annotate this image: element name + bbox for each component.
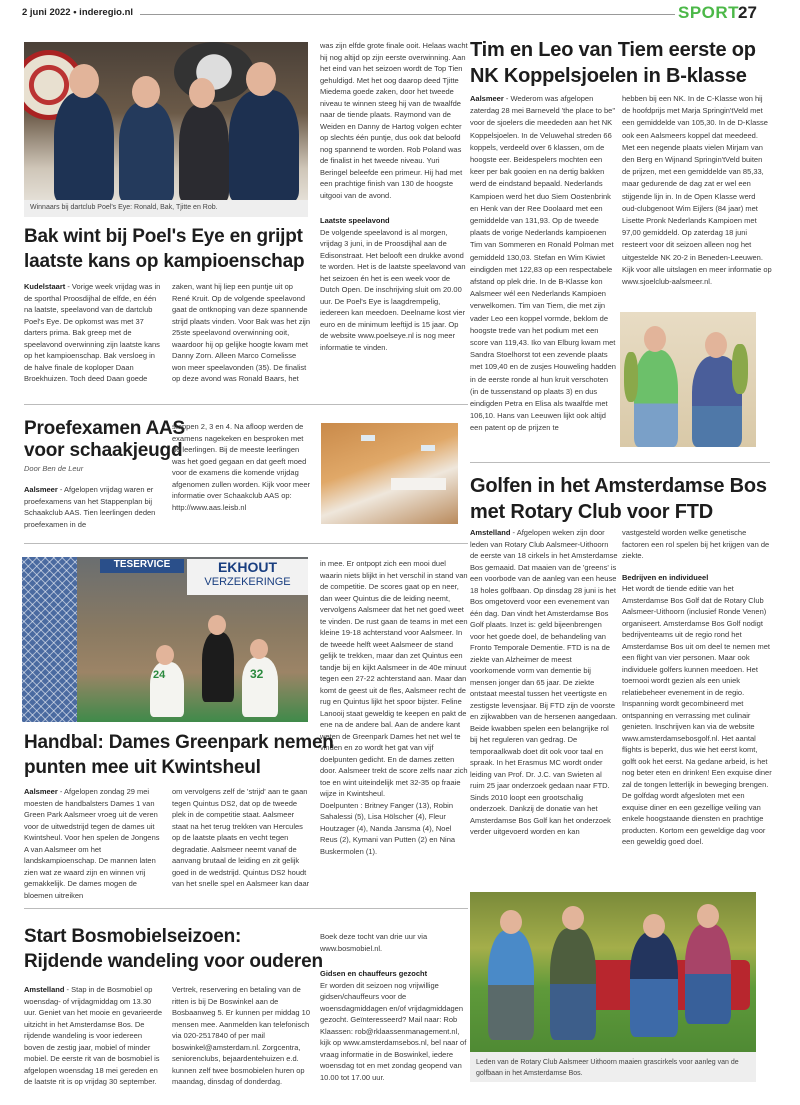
- page-number: 27: [738, 3, 757, 22]
- body-text: - Vorige week vrijdag was in de sporthal Proosdijhal de elfde, en één na laatste, speelavond van de dartclub Poel's Eye. De opkomst was met 37 darters prima. Bak greep met de speelavond overwinning zijn laatste kans op het kampioenschap. Bak versloeg in de halve finale de koploper Daan Broekhuizen. Toch deed Daan goede: [24, 282, 161, 383]
- body-text: was zijn elfde grote finale ooit. Helaas wacht hij nog altijd op zijn eerste overwinning. Aan het eind van het seizoen wordt de Top Tien gehuldigd. Met het oog daarop deed Tjitte Miedema goede zaken, door het tweede niveau te winnen steeg hij van de twaalfde naar de tiende plaats. Raymond van de Weiden en Danny de Hartog volgen echter op slechts één puntje, dus ook dat beloofd nog spannend te worden. Rob Poland was de finalist in het tweede niveau. Yuri Beringel beleefde een primeur. Hij had met een prachtige finish van 130 de hoogste uitgooi van de avond.: [320, 41, 468, 200]
- dateline: Aalsmeer: [24, 485, 58, 494]
- golf-headline: [470, 473, 767, 525]
- body-text: De volgende speelavond is al morgen, vrijdag 3 juni, in de Proosdijhal aan de Edisonstraat. Het belooft een drukke avond te worden. Het is de laatste speelavond van het seizoen én het is een week voor de Dutch Open. De inschrijving sluit om 20.00 uur. De Poel's Eye is laagdrempelig, iedereen kan meedoen. Deelname kost vier euro en de minimum leeftijd is 15 jaar. Op de website www.poelseye.nl is nog meer informatie te vinden.: [320, 227, 466, 352]
- byline: Door Ben de Leur: [24, 464, 84, 473]
- handball-column-2: om vervolgens zelf de 'strijd' aan te gaan tegen Quintus DS2, dat op de tweede plek in de competitie staat. Aalsmeer staat na het terug trekken van Hercules op de laatste plaats en vecht tegen degradatie. Aalsmeer neemt vanaf de aanvang brutaal de leiding en zit gelijk goed in de wedstrijd. Quintus DS2 houdt van het snelle spel en Aalsmeer kan daar: [172, 787, 310, 888]
- handball-photo: [22, 557, 308, 722]
- chess-headline: [24, 418, 185, 462]
- body-text: Er worden dit seizoen nog vrijwillige gidsen/chauffeurs voor de woensdagmiddagen en/of vrijdagmiddagen gezocht. Geïnteresseerd? Mail naar: Rob Klaassen: rob@rklaassenmanagement.nl, kijk op www.amsterdamsebos.nl, bel naar of vraag informatie in de Boswinkel, iedere woensdag tot en met zondag geopend van 10.00 tot 17.00 uur.: [320, 980, 467, 1082]
- headline-line: Golfen in het Amsterdamse Bos: [470, 475, 767, 497]
- chess-column-2: stappen 2, 3 en 4. Na afloop werden de examens nagekeken en besproken met de leerlingen. Bij de meeste leerlingen was het goed gegaan en dat geeft moed voor de examens die komende vrijdag afgenomen zullen worden. Kijk voor meer informatie over Schaakclub AAS op: http://www.aas.leisb.nl: [172, 422, 310, 512]
- golf-rotary-photo: [470, 892, 756, 1052]
- goal-scorers: Doelpunten : Britney Fanger (13), Robin Sahalessi (5), Lisa Hölscher (4), Fleur Houtzager (4), Nanda Jansma (4), Noel Reus (2), Kymani van Putten (2) en Nina Buskermolen (1).: [320, 800, 456, 856]
- body-text: in mee. Er ontpopt zich een mooi duel waarin niets blijkt in het verschil in stand van de competitie. De scores gaat op en neer, dan weer Quintus die de leiding neemt, vervolgens Aalsmeer dat het net goed weet te vinden. De rust gaan de teams in met een kleine 19-18 achterstand voor Aalsmeer. In de tweede helft weet Aalsmeer de stand gelijk te trekken, maar dan zet Quintus een tandje bij en kijkt Aalsmeer in de 40e minuut tegen een 27-22 achterstand aan. Maar dan komt de geest uit de fles, Aalsmeer recht de rug en Quintus lijkt het spoor bijster. Feline Lanooij staat geweldig te keepen en pakt de ene na de andere bal. Aan de andere kant weten de Greenpark Dames het net wel te vinden en zo wordt het gat van vijf doelpunten gedicht. En de dames zetten door. Aalsmeer trekt de score zelfs naar zich toe en wint uiteindelijk met 32-35 op fraaie wijze in Kwintsheul.: [320, 559, 468, 798]
- body-text: - Afgelopen vrijdag waren er proefexamens van het Stappenplan bij Schaakclub AAS. Tien leerlingen deden proefexamen in de: [24, 485, 156, 529]
- headline-line: Proefexamen AAS: [24, 418, 186, 439]
- chess-column-1: [24, 484, 164, 530]
- jersey-number: 32: [250, 667, 264, 681]
- dateline: Aalsmeer: [24, 787, 58, 796]
- subheading: Laatste speelavond: [320, 216, 390, 225]
- bosmobiel-headline: [24, 924, 323, 974]
- sjoelen-headline: [470, 37, 756, 89]
- sjoelen-column-2: hebben bij een NK. In de C-Klasse won hij de hoofdprijs met Marja Springin'tVeld met een gemiddelde van 105,30. In de D-Klasse ook een Aalsmeers koppel dat meedeed. Met een negende plaats vielen Mirjam van den Berg en Wijnand Springin'tVeld buiten de prijzen, met een gemiddelde van 85,33, maar gedurende de dag zat er wel een stijgende lijn in. In de Open Klasse werd oud-clubgenoot Wim Eijlers (84 jaar) met Lisette Pronk Nederlands Kampioen met 97,00 gemiddeld. Op zaterdag 18 juni resteert voor dit seizoen alleen nog het uitgestelde NK 20-2 in Beneden-Leeuwen. Kijk voor alle uitslagen en meer informatie op www.sjoelclub-aalsmeer.nl.: [622, 94, 772, 287]
- body-text: - Stap in de Bosmobiel op woensdag- of vrijdagmiddag om 13.30 uur. Geniet van het mooie en gevarieerde uitzicht in het Amsterdamse Bos. De rijdende wandeling is voor iedereen boven de zestig jaar, mobiel of minder mobiel. De eerste rit van de bosmobiel is afgelopen woensdag 18 mei gereden en de laatste rit is op vrijdag 30 september.: [24, 985, 163, 1086]
- jersey-number: 24: [153, 669, 166, 681]
- body-text: Boek deze tocht van drie uur via www.bosmobiel.nl.: [320, 932, 428, 953]
- headline-line: voor schaakjeugd: [24, 440, 183, 461]
- banner-text: EKHOUT: [217, 559, 278, 575]
- dateline: Kudelstaart: [24, 282, 66, 291]
- header-rule: [140, 14, 675, 15]
- bosmobiel-column-3: [320, 931, 470, 1083]
- page-date-site: 2 juni 2022 • inderegio.nl: [22, 7, 134, 18]
- headline-line: Handbal: Dames Greenpark nemen: [24, 732, 334, 753]
- headline-line: NK Koppelsjoelen in B-klasse: [470, 65, 747, 87]
- darts-photo: [24, 42, 308, 200]
- ad-banner: TESERVICE: [100, 559, 184, 573]
- headline-line: laatste kans op kampioenschap: [24, 251, 305, 272]
- goal-net: [22, 557, 77, 722]
- headline-line: met Rotary Club voor FTD: [470, 501, 713, 523]
- bosmobiel-column-1: [24, 984, 164, 1088]
- handball-headline: [24, 730, 334, 780]
- skylight: [421, 445, 435, 451]
- golf-photo-caption: Leden van de Rotary Club Aalsmeer Uithoorn maaien grascirkels voor aanleg van de golfbaan in het Amsterdamse Bos.: [470, 1052, 756, 1082]
- flower-bouquet: [732, 344, 748, 394]
- body-text: - Wederom was afgelopen zaterdag 28 mei Barneveld 'the place to be'' voor de sjoelers die meededen aan het NK Koppelsjoelen. In de Veluwehal streden 66 koppels, verdeeld over 6 klassen, om de hoogste eer. Beidespelers mochten een keer per bak gooien en na dertig bakken werd de eindstand bepaald. Nederlands Kampioen werd het duo Siem Oostenbrink en Henk van der Ree Doolaard met een gemiddelde van 131,93. Op de tweede plaats de vorige Nederlands kampioenen Tim van Sommeren en Ronald Polman met gemiddeld 130,03. Stefan en Wim Kiwiet eindigden met 122,83 op een respectabele afstand op plek drie. In de B-Klasse kon Aalsmeer wél een Nederlands Kampioen verwelkomen. Tim van Tiem, die met zijn vader Leo een koppel vormde, beklom de hoogste trede van het podium met een score van 119,43. Iko van Elburg kwam met Sandra Stoelhorst tot een zevende plaats met 109,40 en de zusjes Houweling hadden in de eerste ronde al hun kruit verschoten (in de tussenstand op plaats 3) en dus eindigden Petra en Elisa als twaalfde met 106,10. Hans van Leeuwen lijkt ook altijd een patent op de prijzen te: [470, 94, 616, 433]
- darts-column-2: zaken, want hij liep een puntje uit op René Kruit. Op de volgende speelavond gaat de ontknoping van deze spannende strijd plaats vinden. Voor Bak was het zijn 25ste speelavond overwinning ooit, waardoor hij op gelijke hoogte kwam met Danny Zorn. Alleen Marco Cornelisse won meer speelavonden (35). De finalist op deze avond was Ronald Baars, het: [172, 282, 310, 383]
- divider: [24, 404, 468, 405]
- darts-photo-caption: Winnaars bij dartclub Poel's Eye: Ronald, Bak, Tjitte en Rob.: [24, 200, 308, 217]
- handball-column-3: [320, 558, 468, 857]
- sjoelen-winners-photo: [620, 312, 756, 447]
- golf-column-2: [622, 527, 772, 848]
- handball-column-1: [24, 786, 164, 901]
- bosmobiel-column-2: Vertrek, reservering en betaling van de ritten is bij De Boswinkel aan de Bosbaanweg 5. Er kunnen per middag 10 mensen mee. Aanmelden kan telefonisch via 020-2517840 of per mail boswinkel@amsterdam.nl. Zorgcentra, seniorenclubs, bejaardentehuizen e.d. kunnen zelf twee bosmobielen huren op maandag, dinsdag of donderdag.: [172, 985, 311, 1086]
- table: [391, 478, 446, 490]
- sjoelen-column-1: [470, 93, 618, 435]
- headline-line: Bak wint bij Poel's Eye en grijpt: [24, 226, 303, 247]
- body-text: - Afgelopen zondag 29 mei moesten de handbalsters Dames 1 van Green Park Aalsmeer vroeg uit de veren voor de uitwedstrijd tegen de dames uit Kwintsheul. Voor hen spelen de Jongens A van Aalsmeer om het landskampioenschap. De mannen laten zien wat ze waard zijn en winnen vrij gemakkelijk. De dames mogen de bloemen uitreiken: [24, 787, 160, 900]
- skylight: [361, 435, 375, 441]
- headline-line: punten mee uit Kwintsheul: [24, 757, 261, 778]
- body-text: - Afgelopen weken zijn door leden van Rotary Club Aalsmeer-Uithoorn de eerste van 18 cirkels in het Amsterdamse Bos gemaaid. Dat maaien van de 'greens' is een voorbode van de aanleg van een heuse 18 holes golfbaan. Op dinsdag 28 juni is het Bos omgetoverd voor een evenement van één dag. Dan vindt het Amsterdamse Bos Golf plaats. Inzet is: geld bijeenbrengen voor het goede doel, de behandeling van Fronto Temporale Dementie. FTD is na de ziekte van Alzheimer de meest voorkomende vorm van dementie bij mensen jonger dan 65 jaar. De ziekte ontstaat meestal tussen het veertigste en zestigste levensjaar. Bij FTD zijn de voorste en zijkwabben van de hersenen aangedaan. Beide kwabben spelen een belangrijke rol bij het reguleren van gedrag. De temporaalkwab doet dit ook voor taal en spraak. In het Erasmus MC wordt onder leiding van Prof. Dr. J.C. van Swieten al ruim 25 jaar onderzoek gedaan naar FTD. Sinds 2010 loopt een grootschalig onderzoek. Dankzij de donatie van het Amsterdamse Bos Golf kan het onderzoek verder uitgevoerd worden en kan: [470, 528, 618, 836]
- divider: [470, 462, 770, 463]
- subheading: Bedrijven en individueel: [622, 572, 709, 582]
- dateline: Amstelland: [470, 528, 511, 537]
- banner-text: VERZEKERINGE: [204, 576, 291, 588]
- dateline: Amstelland: [24, 985, 65, 994]
- subheading: Gidsen en chauffeurs gezocht: [320, 969, 428, 978]
- body-text: vastgesteld worden welke genetische factoren een rol spelen bij het krijgen van de ziekte.: [622, 528, 770, 560]
- darts-headline: [24, 224, 304, 274]
- headline-line: Start Bosmobielseizoen:: [24, 926, 242, 947]
- flower-bouquet: [624, 352, 638, 402]
- darts-column-1: [24, 281, 164, 385]
- section-label: SPORT: [678, 3, 740, 22]
- golf-column-1: [470, 527, 618, 838]
- divider: [24, 543, 468, 544]
- ad-banner: [187, 559, 308, 595]
- dateline: Aalsmeer: [470, 94, 504, 103]
- headline-line: Rijdende wandeling voor ouderen: [24, 951, 323, 972]
- headline-line: Tim en Leo van Tiem eerste op: [470, 39, 756, 61]
- darts-column-3: [320, 40, 468, 353]
- chess-classroom-photo: [321, 423, 458, 524]
- body-text: Het wordt de tiende editie van het Amsterdamse Bos Golf dat de Rotary Club Aalsmeer-Uithoorn (inclusief Ronde Venen) organiseert. Amsterdamse Bos Golf nodigt bedrijventeams uit de regio rond het Amsterdamse Bos uit om deel te nemen met een flight van vier personen. Maar ook individuele golfers kunnen meedoen. Het toernooi wordt gezien als een uniek relatiebeheer evenement in de regio. Inspanning wordt gecombineerd met ontspanning en verrassing met culinair genieten. Inschrijven kan via de website www.amsterdamsebosgolf.nl. Het aantal flights is beperkt, dus wie het eerst komt, golft ook het eerst. Na gedane arbeid, is het nog beter eten en drinken! Een exquise diner zal de tongen letterlijk in beweging brengen. De golfdag wordt afgesloten met een exquise diner en een gezellige veiling van enkele hoogstaande diensten en prachtige producten. Kortom een geweldige dag voor een geweldig goed doel.: [622, 584, 772, 846]
- divider: [24, 908, 468, 909]
